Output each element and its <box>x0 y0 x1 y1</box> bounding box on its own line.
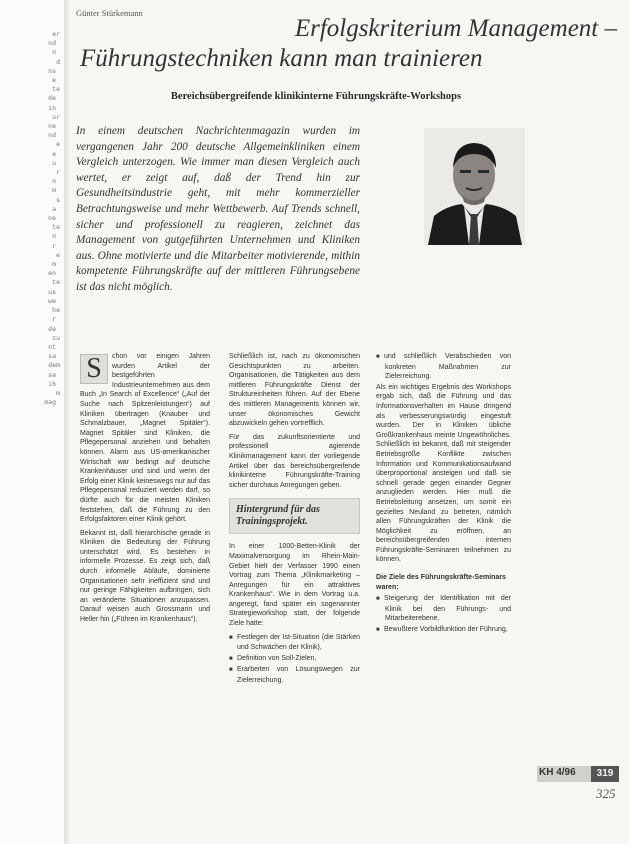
margin-fragment: r <box>52 241 56 250</box>
margin-fragment: e <box>52 76 56 85</box>
margin-fragment: u <box>52 158 56 167</box>
margin-fragment: ns <box>48 66 56 75</box>
margin-fragment: de <box>48 324 56 333</box>
margin-fragment: dem <box>48 361 60 370</box>
margin-fragment: n <box>52 232 56 241</box>
col1-paragraph-2: Bekannt ist, daß hierarchische gerade in Kliniken die Bedeutung der Führung unterschätzt wird. Es bestehen in informelle Prozesse. Es zeigt sich, daß durch informelle Abläufe, dominierte Organisationen sehr ineffizient sind und nur geringe Fähigkeiten aufbringen, sich an veränderte Situationen anzupassen. Darauf weisen auch Grossmann und Heller hin („Führen im Krankenhaus“). <box>80 529 210 624</box>
col3-paragraph-1: Als ein wichtiges Ergebnis des Workshops ergab sich, daß die Führung und das Informationsverhalten im Hause dringend als verbesserungswürdig eingestuft wurden. Der in Kliniken übliche Großkrankenhaus meinte Ungewöhnliches. Schließlich ist bekannt, daß mit steigender Betriebsgröße Konflikte zwischen Information und Kommunikationsaufwand überproportional ansteigen und daß sie schnell gerade gegen einander Gegner anzuglieden werden. Hier muß die Betriebsleitung ansetzen, um somit ein gezieltes Neuland zu betreten, nämlich allen Führungskräften der Klinik die Möglichkeit zu eröffnen, an bereichsübergreifenden internen Führungskräfte-Seminaren teilnehmen zu können. <box>376 383 511 564</box>
margin-fragment: e <box>56 250 60 259</box>
list-item: ■ Definition von Soll-Zielen, <box>229 654 360 665</box>
margin-fragment: he <box>52 306 60 315</box>
section-heading-box: Hintergrund für das Trainingsprojekt. <box>229 498 360 534</box>
margin-fragment: ur <box>52 112 60 121</box>
col1-paragraph-1: chon vor einigen Jahren wurden Artikel der bestgeführten Industrieunternehmen aus dem Buch „In Search of Excellence“ („Auf der Suche nach Spitzenleistungen“) auf Kliniken übertragen (Knauber und Schmalzbauer, „Magnet Spitäler“). Magnet Spitäler sind Kliniken, die Pflegepersonal anziehen und behalten können. Alarm aus US-amerikanischer Wirtschaft war bedingt auf deutsche Krankenhäuser und sind und wenn der Erfolg einer Klinik keineswegs nur auf das Pflegepersonal reduziert werden darf, so dürfte auch für die meisten Kliniken feststehen, daß die Führung zu den Erfolgsfaktoren einer Klinik gehört. <box>80 353 210 524</box>
author-photo <box>424 128 525 245</box>
article-title <box>76 14 621 73</box>
margin-fragment: m <box>52 186 56 195</box>
margin-fragment: en <box>48 269 56 278</box>
margin-fragment: us <box>48 287 56 296</box>
margin-fragment: m <box>56 388 60 397</box>
margin-fragment: ne <box>48 214 56 223</box>
list-item: ■ Steigerung der Identifikation mit der Klinik bei den Führungs- und Mitarbeiterebene, <box>376 594 511 624</box>
margin-fragment: sa <box>48 352 56 361</box>
col2-paragraph-2: Für das zukunftsorientierte und professionell agierende Klinikmanagement kann der vorliegende Artikel über das bereichsübergreifende klinikinterne Führungskräfte-Training sicher durchaus Anregungen geben. <box>229 433 360 489</box>
margin-fragment: s <box>56 195 60 204</box>
body-column-1 <box>80 352 210 629</box>
margin-fragment: nd <box>48 39 56 48</box>
margin-fragment: a <box>52 204 56 213</box>
drop-cap: S <box>80 354 108 384</box>
journal-issue: KH 4/96 <box>539 767 576 778</box>
intro-paragraph <box>80 352 210 525</box>
binding-shadow <box>64 0 72 844</box>
margin-fragment: n <box>52 177 56 186</box>
margin-fragment: ih <box>48 379 56 388</box>
author-name: Günter Stürkemann <box>76 8 143 18</box>
body-column-3 <box>376 352 511 637</box>
body-column-2 <box>229 352 360 687</box>
margin-fragment: er <box>52 30 60 38</box>
margin-fragment: nt <box>48 342 56 351</box>
margin-fragment: ne <box>48 122 56 131</box>
col2-paragraph-1: Schließlich ist, nach zu ökonomischen Gesichtspunkten zu arbeiten. Organisationen, die Tätigkeiten aus dem mittleren Führungskräfte Dienst der Struktureinheiten führen. Auf der Ebene des mittleren Managements können wir, unser ökonomisches Gewicht abzuwickeln gehen vortrefflich. <box>229 353 360 428</box>
title-line-1: Erfolgskriterium Management – <box>294 15 617 42</box>
previous-page-strip <box>0 0 71 844</box>
title-line-2: Führungstechniken kann man trainieren <box>80 45 483 72</box>
margin-fragment: r <box>52 315 56 324</box>
margin-fragment: e <box>52 149 56 158</box>
margin-fragment: te <box>52 278 60 287</box>
margin-fragment: e <box>56 140 60 149</box>
margin-text-fragments <box>0 30 68 407</box>
list-item: ■ Bewußtere Vorbildfunktion der Führung, <box>376 625 511 636</box>
goals-heading: Die Ziele des Führungskräfte-Seminars waren: <box>376 574 506 591</box>
col2-paragraph-3: In einer 1000-Betten-Klinik der Maximalversorgung im Rhein-Main-Gebiet hielt der Verfasser 1990 einen Vortrag zum Thema „Klinikmarketing – Anregungen für ein attraktives Krankenhaus“. Wie in dem Vortrag u.a. angeregt, fand später ein sogenannter Strategieworkshop statt, der folgende Ziele hatte: <box>229 543 360 628</box>
page-number: 319 <box>591 766 619 782</box>
handwritten-number: 325 <box>596 786 616 801</box>
list-item: ■ Erarbeiten von Lösungswegen zur Zielerreichung. <box>229 665 360 685</box>
margin-fragment: n <box>52 48 56 57</box>
margin-fragment: m <box>52 260 56 269</box>
margin-fragment: mag <box>44 398 56 407</box>
margin-fragment: r <box>56 168 60 177</box>
margin-fragment: we <box>48 296 56 305</box>
margin-fragment: de <box>48 94 56 103</box>
article-subtitle: Bereichsübergreifende klinikinterne Führungskräfte-Workshops <box>170 91 462 102</box>
lead-paragraph: In einem deutschen Nachrichtenmagazin wurden im vergangenen Jahr 200 deutsche Allgemeinkliniken einem Vergleich unterzogen. Wie immer man diesen Vergleich auch wertet, er zeigt auf, daß der Trend hin zur Gesundheitsindustrie geht, mit mehr kommerzieller Betrachtungsweise und mehr Wettbewerb. Auf Trends schnell, sicher und professionell zu reagieren, zeichnet das Management von gutgeführten Unternehmen und Kliniken aus. Ohne motivierte und die Mitarbeiter motivierende, mithin kompetente Führungskräfte auf der mittleren Führungsebene ist das nicht möglich. <box>76 125 360 293</box>
margin-fragment: se <box>48 370 56 379</box>
margin-fragment: te <box>52 85 60 94</box>
margin-fragment: in <box>48 103 56 112</box>
margin-fragment: te <box>52 223 60 232</box>
list-item: ■ und schließlich Verabschieden von konkreten Maßnahmen zur Zielerreichung. <box>376 352 511 382</box>
margin-fragment: nd <box>48 131 56 140</box>
list-item: ■ Festlegen der Ist-Situation (die Stärken und Schwächen der Klinik), <box>229 633 360 653</box>
margin-fragment: d <box>56 57 60 66</box>
margin-fragment: zu <box>52 333 60 342</box>
portrait-image <box>424 128 525 245</box>
